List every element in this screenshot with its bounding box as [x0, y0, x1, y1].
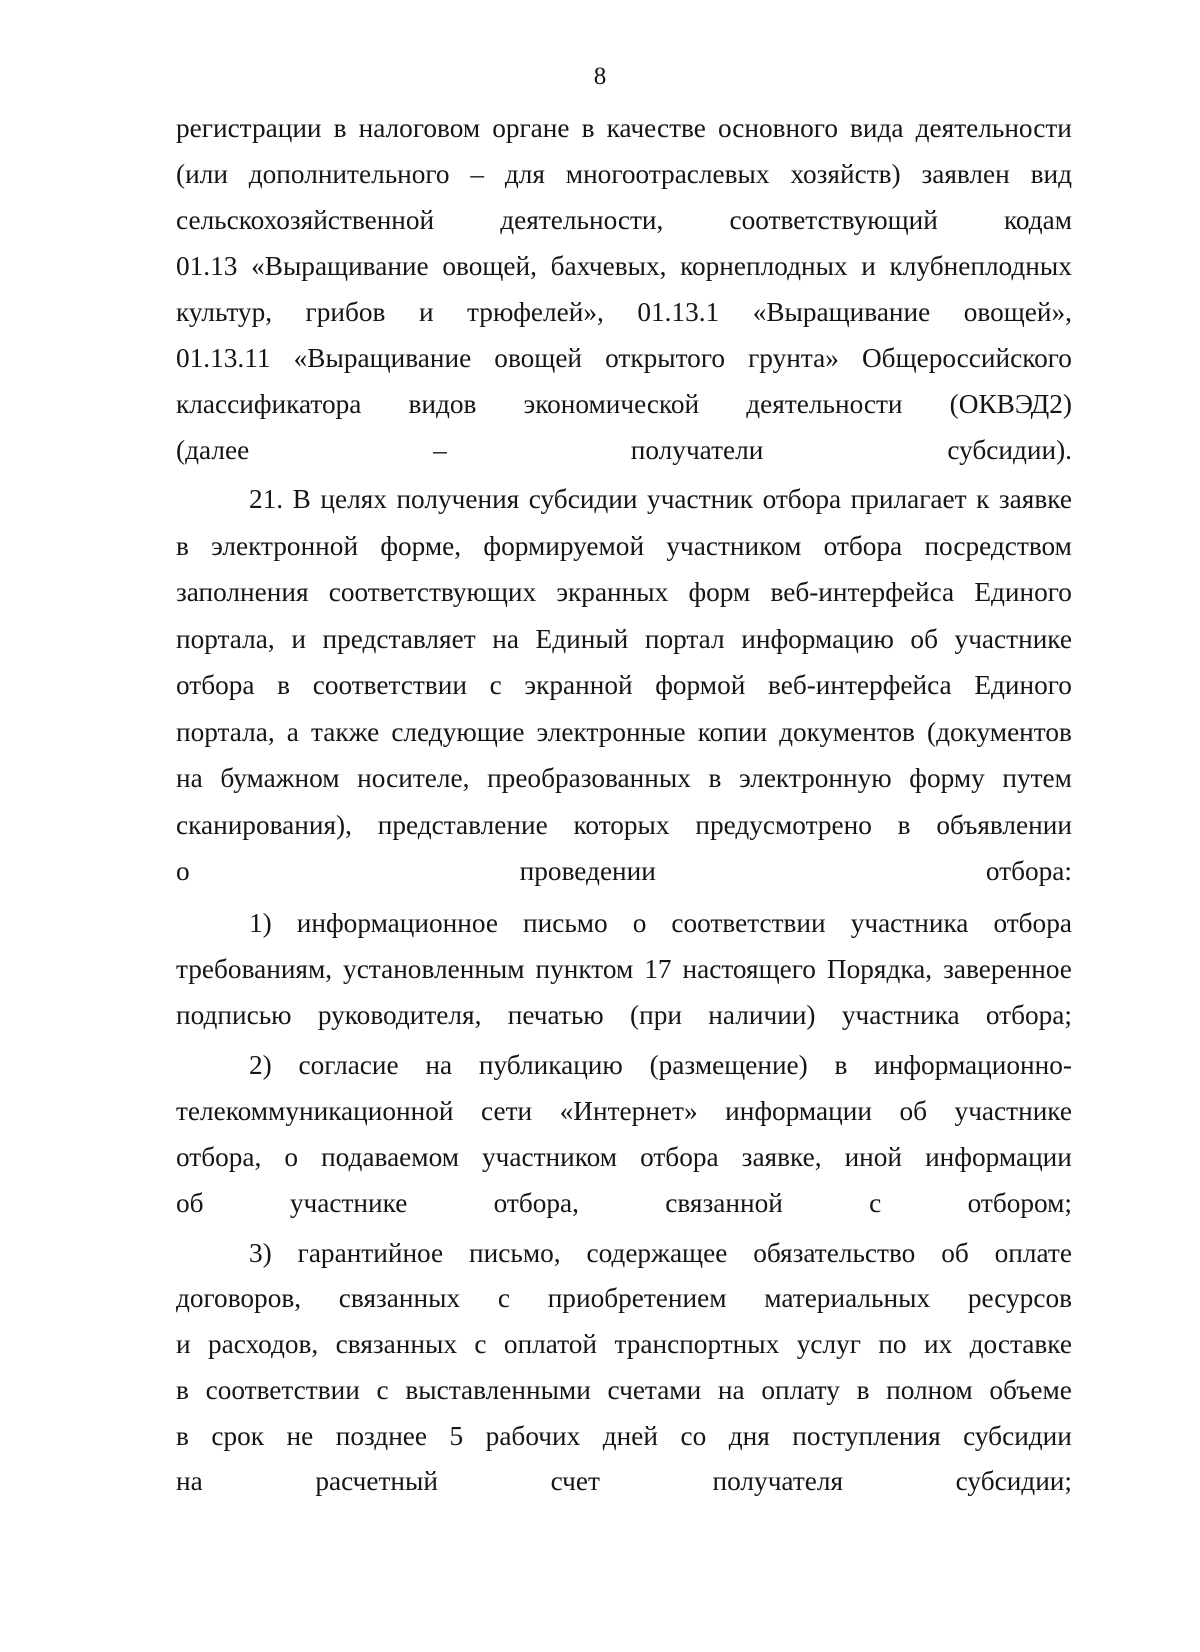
word: заявлен: [921, 159, 1010, 189]
word: (или: [176, 159, 228, 189]
text-line: [176, 946, 1072, 992]
word: а: [286, 716, 299, 747]
word: налоговом: [358, 113, 481, 143]
word: органе: [492, 113, 570, 143]
word: открытого: [605, 343, 725, 373]
word: соответствии: [205, 1374, 360, 1405]
word: культур,: [176, 297, 273, 327]
text-line: [176, 802, 1072, 849]
word: в: [176, 1420, 189, 1451]
line-text: о проведении отбора:: [176, 856, 1072, 886]
text-line: [176, 381, 1072, 427]
text-line: [176, 1042, 1072, 1088]
word: 5: [449, 1420, 464, 1451]
word: информационно-: [874, 1049, 1072, 1080]
text-line: [176, 616, 1072, 663]
word: не: [286, 1420, 314, 1451]
word: хозяйств): [790, 159, 901, 189]
text-line: [176, 197, 1072, 243]
word: предусмотрено: [695, 809, 872, 840]
word: (ОКВЭД2): [949, 389, 1072, 419]
text-line: [176, 848, 1072, 895]
word: участником: [482, 1141, 618, 1172]
word: в: [834, 1049, 848, 1080]
paragraph: [176, 900, 1072, 1038]
text-line: [176, 243, 1072, 289]
word: объеме: [989, 1374, 1072, 1405]
text-line: [176, 1459, 1072, 1505]
word: в: [176, 1374, 189, 1405]
word: Единый: [535, 623, 629, 654]
paragraph: [176, 1231, 1072, 1506]
word: публикацию: [478, 1049, 623, 1080]
word: приобретением: [547, 1283, 727, 1314]
word: качестве: [606, 113, 706, 143]
word: с: [474, 1329, 487, 1360]
word: многоотраслевых: [565, 159, 770, 189]
word: об: [910, 623, 938, 654]
word: –: [470, 159, 485, 189]
word: которых: [573, 809, 670, 840]
text-line: [176, 289, 1072, 335]
word: 01.13: [176, 251, 238, 281]
word: настоящего: [682, 953, 816, 984]
word: документов: [779, 716, 915, 747]
word: соответствующих: [328, 577, 537, 607]
word: в: [708, 763, 722, 793]
word: трюфелей»,: [467, 297, 604, 327]
word: поступления: [792, 1420, 941, 1451]
word: овощей»,: [963, 297, 1072, 327]
word: электронную: [738, 763, 892, 793]
word: соответствующий: [729, 205, 938, 235]
word: овощей,: [442, 251, 537, 281]
word: и: [176, 1329, 191, 1360]
word: веб-интерфейса: [767, 670, 952, 700]
word: 1): [249, 907, 272, 938]
text-line: [176, 523, 1072, 570]
word: телекоммуникационной: [176, 1095, 454, 1126]
word: электронной: [211, 530, 359, 561]
word: кодам: [1003, 205, 1072, 235]
line-text: на расчетный счет получателя субсидии;: [176, 1466, 1072, 1497]
word: на: [717, 1374, 745, 1405]
word: участником: [666, 530, 802, 561]
word: вида: [850, 113, 904, 143]
word: в: [176, 530, 189, 561]
text-line: [176, 1276, 1072, 1322]
text-line: [176, 755, 1072, 802]
word: доставке: [969, 1329, 1072, 1360]
text-line: [176, 476, 1072, 523]
word: соответствии: [312, 670, 467, 700]
word: корнеплодных: [680, 251, 848, 281]
word: «Выращивание: [293, 343, 472, 373]
word: бумажном: [220, 763, 340, 793]
word: форме,: [380, 530, 462, 561]
word: ресурсов: [967, 1283, 1072, 1314]
word: веб-интерфейса: [770, 577, 955, 607]
word: позднее: [335, 1420, 428, 1451]
word: их: [924, 1329, 953, 1360]
word: оплате: [994, 1237, 1072, 1268]
word: участнике: [954, 1095, 1072, 1126]
text-line: [176, 105, 1072, 151]
word: и: [291, 623, 306, 654]
word: экономической: [523, 389, 700, 419]
word: прилагает: [850, 484, 967, 514]
word: транспортных: [614, 1329, 780, 1360]
word: деятельности: [915, 113, 1072, 143]
word: с: [497, 1283, 510, 1314]
word: основного: [717, 113, 838, 143]
word: путем: [1002, 763, 1072, 793]
text-line: [176, 1088, 1072, 1134]
word: заполнения: [176, 577, 309, 607]
word: дней: [602, 1420, 658, 1451]
word: экранной: [524, 670, 633, 700]
word: материальных: [764, 1283, 931, 1314]
word: сельскохозяйственной: [176, 205, 435, 235]
word: форму: [909, 763, 985, 793]
word: формируемой: [483, 530, 645, 561]
text-line: [176, 1368, 1072, 1414]
word: грунта»: [748, 343, 839, 373]
word: вид: [1030, 159, 1072, 189]
word: на: [492, 623, 519, 654]
word: требованиям,: [176, 953, 333, 984]
word: (размещение): [649, 1049, 808, 1080]
word: деятельности,: [500, 205, 664, 235]
word: об: [941, 1237, 969, 1268]
word: представляет: [322, 623, 476, 654]
word: копии: [697, 716, 768, 747]
word: отбора: [176, 670, 255, 700]
word: портала,: [176, 623, 275, 654]
word: носителе,: [357, 763, 470, 793]
text-line: [176, 1322, 1072, 1368]
word: и: [418, 297, 434, 327]
word: электронные: [536, 716, 686, 747]
word: грибов: [305, 297, 386, 327]
word: портала,: [176, 716, 275, 747]
word: 2): [249, 1049, 272, 1080]
word: с: [376, 1374, 389, 1405]
word: Единого: [974, 670, 1072, 700]
word: отбора: [640, 1141, 719, 1172]
word: по: [878, 1329, 907, 1360]
word: «Интернет»: [559, 1095, 698, 1126]
word: регистрации: [176, 113, 322, 143]
word: Порядка,: [826, 953, 933, 984]
word: 01.13.11: [176, 343, 271, 373]
word: и: [861, 251, 876, 281]
word: выставленными: [405, 1374, 591, 1405]
text-line: [176, 1231, 1072, 1277]
word: «Выращивание: [752, 297, 931, 327]
paragraph: [176, 1042, 1072, 1226]
word: получения: [396, 484, 520, 514]
word: согласие: [298, 1049, 399, 1080]
word: классификатора: [176, 389, 362, 419]
word: расходов,: [208, 1329, 319, 1360]
word: заявке,: [741, 1141, 822, 1172]
word: в: [277, 670, 291, 700]
text-line: [176, 1180, 1072, 1226]
word: сети: [481, 1095, 533, 1126]
word: информацию: [741, 623, 894, 654]
text-line: [176, 427, 1072, 473]
word: с: [489, 670, 502, 700]
word: об: [899, 1095, 928, 1126]
word: пунктом: [535, 953, 634, 984]
text-line: [176, 709, 1072, 756]
word: письмо: [522, 907, 608, 938]
word: 01.13.1: [637, 297, 720, 327]
word: о: [632, 907, 647, 938]
word: сканирования),: [176, 809, 352, 840]
word: участнике: [954, 623, 1072, 654]
word: заявке: [998, 484, 1072, 514]
word: субсидии: [963, 1420, 1072, 1451]
page-number: 8: [593, 63, 607, 90]
word: срок: [211, 1420, 265, 1451]
word: связанных: [335, 1329, 457, 1360]
line-text: (далее – получатели субсидии).: [176, 435, 1072, 465]
word: в: [581, 113, 595, 143]
word: отбора,: [176, 1141, 262, 1172]
word: В: [292, 484, 311, 514]
word: информации: [925, 1141, 1072, 1172]
word: на: [425, 1049, 453, 1080]
word: отбора: [762, 484, 842, 514]
word: экранных: [556, 577, 669, 607]
word: к: [976, 484, 990, 514]
word: 3): [249, 1237, 272, 1268]
word: услуг: [796, 1329, 861, 1360]
word: иной: [844, 1141, 903, 1172]
word: представление: [377, 809, 548, 840]
text-line: [176, 569, 1072, 616]
word: преобразованных: [487, 763, 691, 793]
word: следующие: [391, 716, 525, 747]
word: участника: [850, 907, 969, 938]
word: видов: [408, 389, 477, 419]
word: форм: [688, 577, 751, 607]
word: формой: [655, 670, 746, 700]
word: связанных: [338, 1283, 461, 1314]
word: письмо,: [469, 1237, 561, 1268]
word: субсидии: [528, 484, 638, 514]
word: отбора: [823, 530, 903, 561]
text-line: [176, 900, 1072, 946]
text-line: [176, 662, 1072, 709]
line-text: об участнике отбора, связанной с отбором;: [176, 1187, 1072, 1218]
word: полном: [886, 1374, 973, 1405]
word: бахчевых,: [550, 251, 667, 281]
word: соответствии: [671, 907, 826, 938]
word: о: [284, 1141, 299, 1172]
word: гарантийное: [297, 1237, 444, 1268]
word: деятельности: [746, 389, 903, 419]
word: в: [856, 1374, 870, 1405]
word: клубнеплодных: [889, 251, 1072, 281]
word: дополнительного: [248, 159, 450, 189]
text-line: [176, 151, 1072, 197]
paragraph: [176, 105, 1072, 473]
word: 17: [644, 953, 672, 984]
word: объявлении: [936, 809, 1072, 840]
word: установленным: [343, 953, 525, 984]
text-line: [176, 992, 1072, 1038]
word: целях: [320, 484, 387, 514]
word: рабочих: [485, 1420, 581, 1451]
word: информации: [725, 1095, 872, 1126]
word: содержащее: [586, 1237, 728, 1268]
paragraph: [176, 476, 1072, 895]
text-line: [176, 335, 1072, 381]
word: на: [176, 763, 203, 793]
word: оплату: [761, 1374, 840, 1405]
word: информационное: [296, 907, 498, 938]
word: портал: [644, 623, 725, 654]
word: оплатой: [503, 1329, 598, 1360]
word: овощей: [494, 343, 583, 373]
word: Общероссийского: [861, 343, 1072, 373]
word: Единого: [974, 577, 1072, 607]
text-line: [176, 1134, 1072, 1180]
word: 21.: [249, 484, 284, 514]
word: посредством: [924, 530, 1072, 561]
word: подаваемом: [321, 1141, 459, 1172]
word: для: [504, 159, 545, 189]
word: (документов: [927, 716, 1072, 747]
word: счетами: [607, 1374, 702, 1405]
word: дня: [728, 1420, 770, 1451]
word: «Выращивание: [251, 251, 429, 281]
word: договоров,: [176, 1283, 302, 1314]
text-line: [176, 1414, 1072, 1460]
word: в: [897, 809, 911, 840]
word: со: [680, 1420, 707, 1451]
word: также: [310, 716, 380, 747]
word: участник: [647, 484, 754, 514]
word: заверенное: [943, 953, 1072, 984]
line-text: подписью руководителя, печатью (при наличии) участника отбора;: [176, 999, 1072, 1030]
word: обязательство: [753, 1237, 916, 1268]
document-body: [176, 105, 1072, 1505]
word: отбора: [993, 907, 1072, 938]
word: в: [333, 113, 347, 143]
